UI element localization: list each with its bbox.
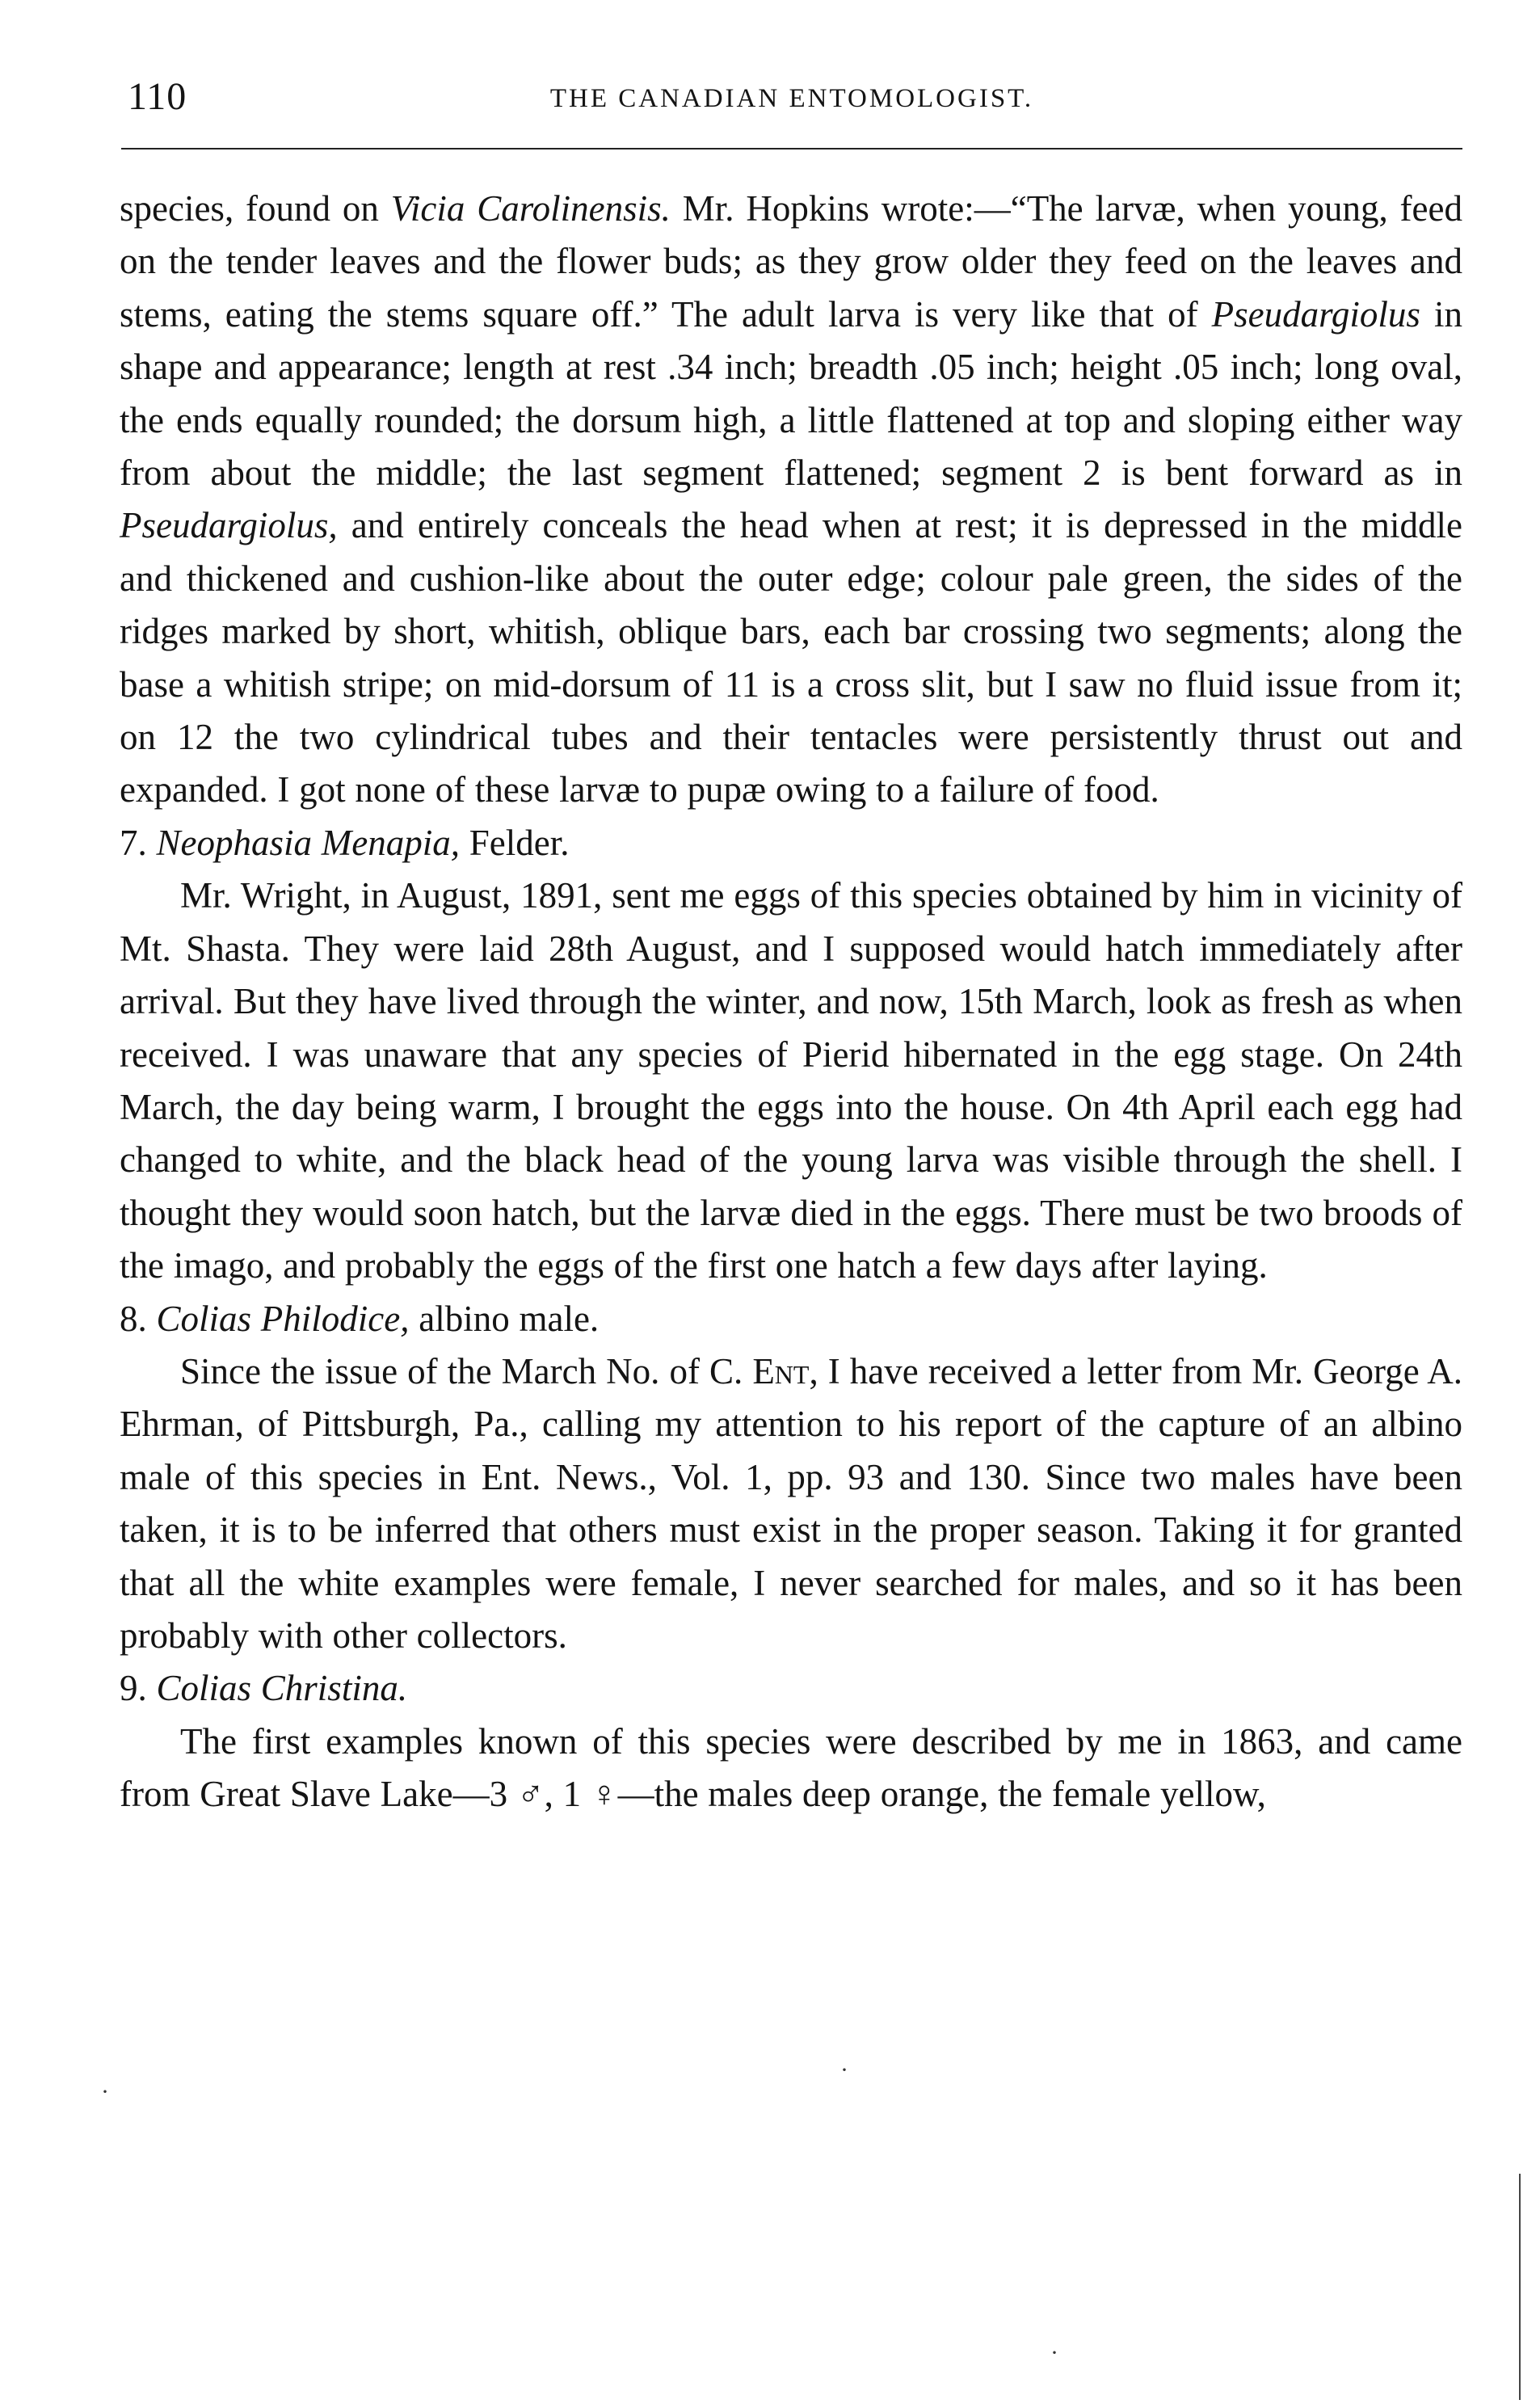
stray-dot: · <box>840 2057 848 2083</box>
species-name: Neophasia Menapia, <box>156 822 460 863</box>
scan-edge-mark <box>1519 2174 1521 2400</box>
section-number: 7. <box>120 822 157 863</box>
species-name: Pseudargiolus, <box>120 505 338 546</box>
section-heading-8 <box>120 1293 1462 1345</box>
species-name: Colias Philodice, <box>156 1298 410 1339</box>
header-rule <box>121 148 1462 149</box>
heading-text: albino male. <box>409 1298 600 1339</box>
stray-dot: · <box>1050 2339 1058 2366</box>
text-run: and entirely conceals the head when at rest; it is depressed in the middle and thickened and cushion-like about the outer edge; colour pale green, the sides of the ridges marked by short, whitish, oblique bars, each bar crossing two segments; along the base a whitish stripe; on mid-dorsum of 11 is a cross slit, but I saw no fluid issue from it; on 12 the two cylindrical tubes and their tentacles were persistently thrust out and expanded. I got none of these larvæ to pupæ owing to a failure of food. <box>120 505 1462 810</box>
running-title: THE CANADIAN ENTOMOLOGIST. <box>549 84 1034 113</box>
section-number: 8. <box>120 1298 157 1339</box>
species-name: Pseudargiolus <box>1211 293 1420 335</box>
paragraph-larva-description <box>120 183 1462 817</box>
section-number: 9. <box>120 1668 157 1709</box>
section-heading-9 <box>120 1662 1462 1715</box>
small-caps-text: Ent <box>752 1350 810 1391</box>
paragraph-neophasia: Mr. Wright, in August, 1891, sent me eggs of this species obtained by him in vicinity of Mt. Shasta. They were laid 28th August, and I supposed would hatch immediately after arrival. But they have lived through the winter, and now, 15th March, look as fresh as when received. I was unaware that any species of Pierid hibernated in the egg stage. On 24th March, the day being warm, I brought the eggs into the house. On 4th April each egg had changed to white, and the black head of the young larva was visible through the shell. I thought they would soon hatch, but the larvæ died in the eggs. There must be two broods of the imago, and probably the eggs of the first one hatch a few days after laying. <box>120 875 1462 1286</box>
section-heading-7 <box>120 817 1462 869</box>
text-run: Mr. Hopkins wrote:—“The larvæ, when young, feed on the tender leaves and the flower buds; as they grow older they feed on the leaves and stems, eating the stems square off.” The adult larva is very like that of <box>120 188 1462 335</box>
paragraph-colias-philodice <box>120 1345 1462 1662</box>
text-run: Since the issue of the March No. of C. <box>180 1350 753 1391</box>
stray-dot: · <box>101 2078 109 2105</box>
text-run: , I have received a letter from Mr. George A. Ehrman, of Pittsburgh, Pa., calling my attention to his report of the capture of an albino male of this species in Ent. News., Vol. 1, pp. 93 and 130. Since two males have been taken, it is to be inferred that others must exist in the proper season. Taking it for granted that all the white examples were female, I never searched for males, and so it has been probably with other collectors. <box>120 1350 1463 1656</box>
species-name: Colias Christina. <box>156 1668 408 1709</box>
text-run: species, found on <box>120 188 391 229</box>
page-header <box>121 74 1462 131</box>
species-name: Vicia Carolinensis. <box>390 188 671 229</box>
body-text <box>120 183 1462 1821</box>
author-name: Felder. <box>459 822 570 863</box>
page-number: 110 <box>128 75 187 118</box>
paragraph-colias-christina: The first examples known of this species were described by me in 1863, and came from Great Slave Lake—3 ♂, 1 ♀—the males deep orange, the female yellow, <box>120 1720 1462 1815</box>
text-run: in shape and appearance; length at rest .34 inch; breadth .05 inch; height .05 inch; long oval, the ends equally rounded; the dorsum high, a little flattened at top and sloping either way from about the middle; the last segment flattened; segment 2 is bent forward as in <box>120 293 1462 494</box>
